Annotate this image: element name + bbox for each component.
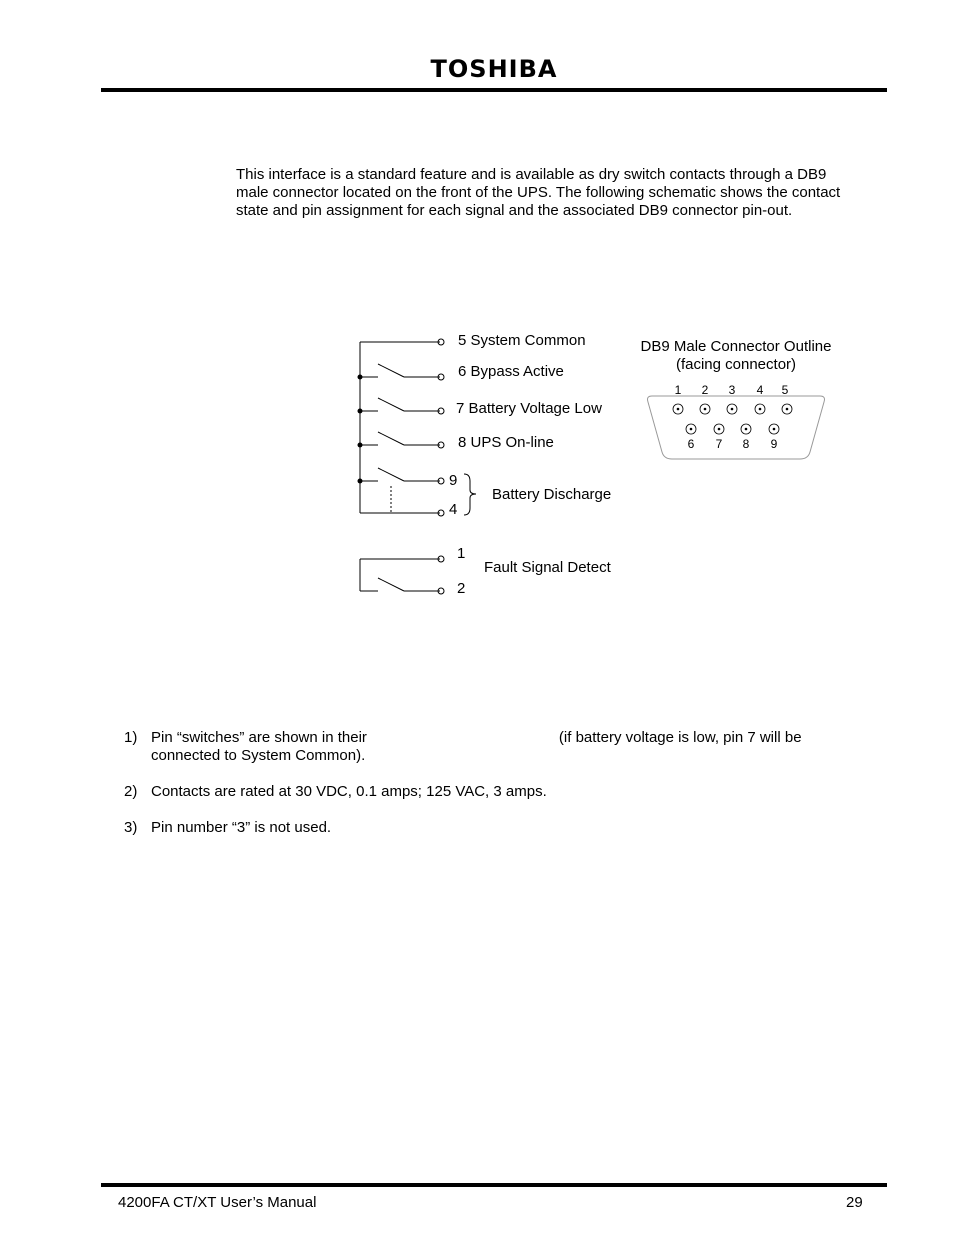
note-number: 2): [124, 783, 138, 800]
footer-manual-title: 4200FA CT/XT User’s Manual: [118, 1194, 317, 1211]
junction-dot: [358, 443, 363, 448]
note-text: (if battery voltage is low, pin 7 will be connected to System Common).: [151, 729, 802, 764]
pin-label: 1: [674, 383, 682, 397]
pin-label: 8: [742, 437, 750, 451]
label-pin7: 7 Battery Voltage Low: [456, 400, 602, 417]
label-pin4: 4: [449, 501, 458, 518]
note-number: 3): [124, 819, 138, 836]
page-number: 29: [846, 1194, 863, 1211]
label-pin5: 5 System Common: [458, 332, 586, 349]
note-text: Pin “switches” are shown in their: [151, 729, 367, 746]
switch-pin6: [378, 364, 404, 377]
pin-label: 2: [701, 383, 709, 397]
switch-pin8: [378, 432, 404, 445]
note-text: Contacts are rated at 30 VDC, 0.1 amps; 125 VAC, 3 amps.: [151, 783, 547, 800]
label-fault-signal: Fault Signal Detect: [484, 559, 611, 576]
switch-fault: [378, 578, 404, 591]
pin-label: 9: [770, 437, 778, 451]
notes-list: [124, 729, 844, 855]
db9-connector: [641, 338, 832, 459]
label-pin8: 8 UPS On-line: [458, 434, 554, 451]
switch-pin9: [378, 468, 404, 481]
connector-title: DB9 Male Connector Outline: [640, 338, 832, 355]
footer-rule: [101, 1183, 887, 1187]
junction-dot: [358, 409, 363, 414]
note-item: [124, 819, 844, 837]
toshiba-logo: TOSHIBA: [430, 55, 558, 83]
label-pin6: 6 Bypass Active: [458, 363, 564, 380]
label-pin2: 2: [457, 580, 466, 597]
pin-label: 6: [687, 437, 695, 451]
junction-dot: [358, 479, 363, 484]
pin-label: 3: [728, 383, 736, 397]
brace-icon: [464, 474, 476, 515]
intro-paragraph: This interface is a standard feature and is available as dry switch contacts through a DB9 male connector located on the front of the UPS. The following schematic shows the contact state and pin assignment for each signal and the associated DB9 connector pin-out.: [236, 166, 841, 219]
junction-dot: [358, 375, 363, 380]
pin-label: 4: [756, 383, 764, 397]
label-pin9: 9: [449, 472, 458, 489]
pin-label: 7: [715, 437, 723, 451]
note-item: [124, 783, 844, 801]
pin-label: 5: [781, 383, 789, 397]
label-pin1: 1: [457, 545, 466, 562]
note-text: Pin number “3” is not used.: [151, 819, 332, 836]
switch-pin7: [378, 398, 404, 411]
label-battery-discharge: Battery Discharge: [492, 486, 612, 503]
note-number: 1): [124, 729, 138, 746]
note-item: [124, 729, 844, 765]
connector-subtitle: (facing connector): [675, 356, 797, 373]
